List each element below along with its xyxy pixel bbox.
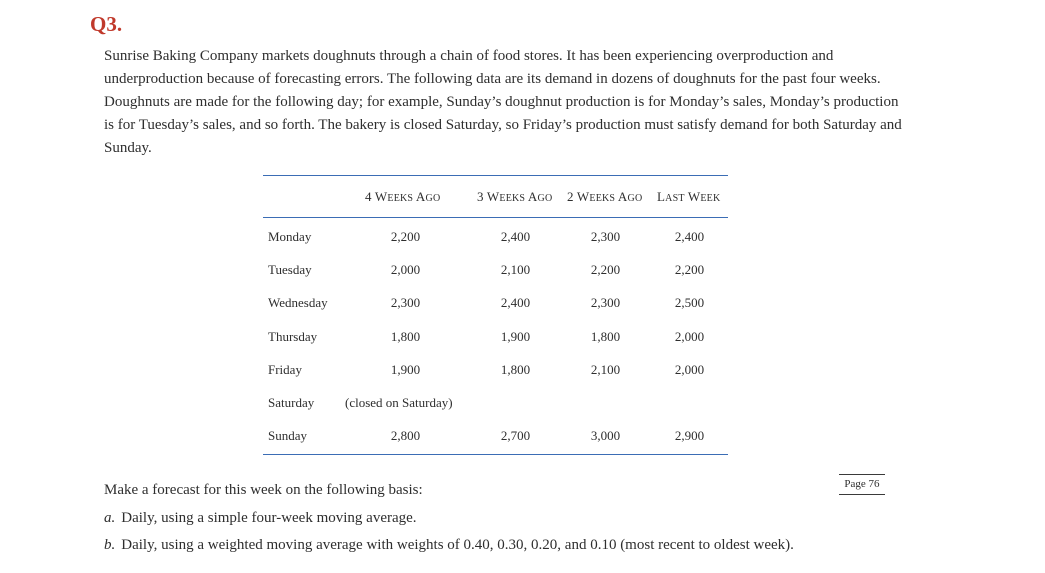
- item-text: Daily, using a simple four-week moving average.: [121, 510, 417, 526]
- day-label: Friday: [268, 362, 302, 377]
- item-text: Daily, using a weighted moving average with weights of 0.40, 0.30, 0.20, and 0.10 (most recent to oldest week).: [121, 537, 794, 553]
- table-row: [263, 395, 728, 417]
- table-cell: 2,000: [390, 262, 421, 277]
- table-cell: 2,300: [390, 295, 421, 310]
- table-cell: 2,400: [674, 229, 705, 244]
- table-row: [263, 229, 728, 251]
- table-cell: 2,400: [500, 229, 531, 244]
- instruction-text: Make a forecast for this week on the following basis:: [104, 482, 423, 498]
- table-cell: 2,500: [674, 295, 705, 310]
- table-cell: 1,800: [390, 329, 421, 344]
- header-2-weeks-ago: 2 WEEKS AGO: [567, 189, 643, 204]
- table-cell: 2,800: [390, 428, 421, 443]
- page-reference: Page 76: [839, 474, 885, 495]
- table-header-rule: [263, 217, 728, 218]
- list-item: [104, 510, 417, 527]
- header-3-weeks-ago: 3 WEEKS AGO: [477, 189, 553, 204]
- table-cell: 1,900: [390, 362, 421, 377]
- day-label: Monday: [268, 229, 312, 244]
- day-label: Thursday: [268, 329, 318, 344]
- table-cell: 3,000: [590, 428, 621, 443]
- list-item: [104, 537, 794, 554]
- table-row: [263, 329, 728, 351]
- closed-note: (closed on Saturday): [345, 395, 453, 410]
- question-paragraph: Sunrise Baking Company markets doughnuts through a chain of food stores. It has been experiencing overproduction and underproduction because of forecasting errors. The following data are its demand in dozens of doughnuts for the past four weeks. Doughnuts are made for the following day; for example, Sunday’s doughnut production is for Monday’s sales, Monday’s production is for Tuesday’s sales, and so forth. The bakery is closed Saturday, so Friday’s production must satisfy demand for both Saturday and Sunday.: [104, 48, 902, 156]
- table-cell: 2,200: [590, 262, 621, 277]
- table-bottom-rule: [263, 454, 728, 455]
- table-row: [263, 428, 728, 450]
- table-cell: 2,000: [674, 329, 705, 344]
- table-cell: 2,300: [590, 295, 621, 310]
- item-letter: b.: [104, 537, 116, 553]
- table-cell: 1,900: [500, 329, 531, 344]
- question-number: Q3.: [90, 12, 123, 36]
- day-label: Saturday: [268, 395, 315, 410]
- header-4-weeks-ago: 4 WEEKS AGO: [365, 189, 441, 204]
- header-last-week: LAST WEEK: [657, 189, 721, 204]
- table-top-rule: [263, 175, 728, 176]
- table-cell: 2,400: [500, 295, 531, 310]
- table-cell: 1,800: [500, 362, 531, 377]
- table-cell: 1,800: [590, 329, 621, 344]
- table-cell: 2,900: [674, 428, 705, 443]
- table-row: [263, 262, 728, 284]
- table-cell: 2,700: [500, 428, 531, 443]
- day-label: Sunday: [268, 428, 307, 443]
- table-cell: 2,100: [500, 262, 531, 277]
- table-cell: 2,100: [590, 362, 621, 377]
- table-cell: 2,200: [390, 229, 421, 244]
- item-letter: a.: [104, 510, 116, 526]
- table-row: [263, 295, 728, 317]
- table-cell: 2,300: [590, 229, 621, 244]
- table-cell: 2,200: [674, 262, 705, 277]
- day-label: Tuesday: [268, 262, 312, 277]
- table-row: [263, 362, 728, 384]
- table-cell: 2,000: [674, 362, 705, 377]
- day-label: Wednesday: [268, 295, 328, 310]
